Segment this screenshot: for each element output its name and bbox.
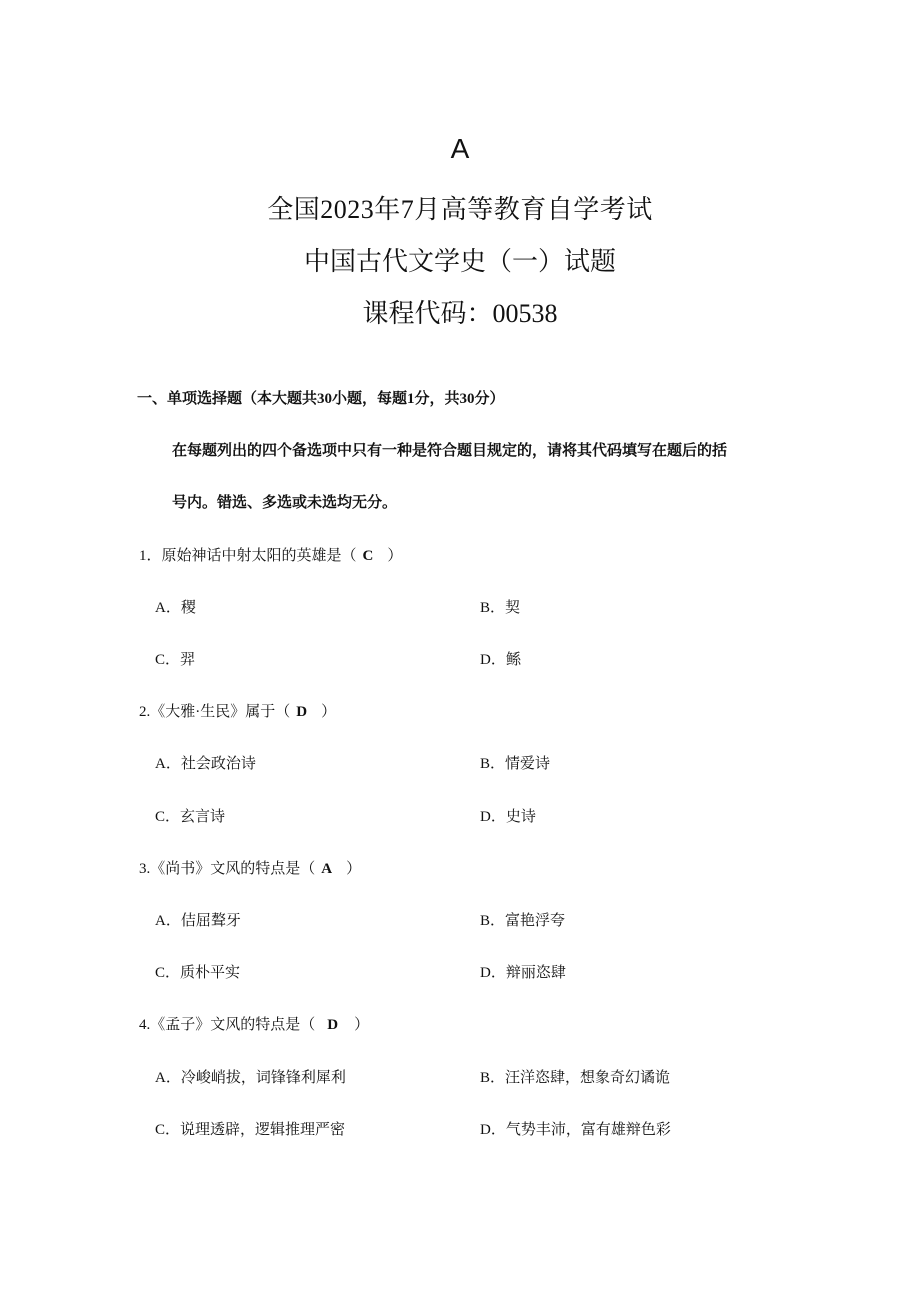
- option-d: D．史诗: [480, 809, 536, 825]
- question-stem: 4.《孟子》文风的特点是（: [139, 1017, 316, 1033]
- close-paren: ）: [387, 548, 403, 564]
- question-4: [139, 1014, 369, 1036]
- close-paren: ）: [354, 1017, 370, 1033]
- question-stem: 1．原始神话中射太阳的英雄是（: [139, 548, 357, 564]
- section-heading: 一、单项选择题（本大题共30小题，每题1分，共30分）: [137, 391, 505, 407]
- question-stem: 2.《大雅·生民》属于（: [139, 704, 291, 720]
- answer-mark: C: [362, 548, 374, 564]
- option-c: C．说理透辟，逻辑推理严密: [155, 1122, 346, 1138]
- option-c: C．质朴平实: [155, 965, 241, 981]
- option-d: D．气势丰沛，富有雄辩色彩: [480, 1122, 671, 1138]
- option-b: B．情爱诗: [480, 756, 551, 772]
- question-stem: 3.《尚书》文风的特点是（: [139, 861, 316, 877]
- option-c: C．玄言诗: [155, 809, 226, 825]
- paper-version-label: A: [450, 133, 470, 164]
- option-a: A．佶屈聱牙: [155, 913, 241, 929]
- option-d: D．鲧: [480, 652, 521, 668]
- option-b: B．富艳浮夸: [480, 913, 566, 929]
- option-b: B．契: [480, 600, 521, 616]
- exam-title: 全国2023年7月高等教育自学考试: [267, 195, 653, 224]
- close-paren: ）: [346, 861, 362, 877]
- option-c: C．羿: [155, 652, 196, 668]
- section-instruction-line1: 在每题列出的四个备选项中只有一种是符合题目规定的，请将其代码填写在题后的括: [172, 443, 728, 459]
- option-a: A．社会政治诗: [155, 756, 256, 772]
- option-a: A．稷: [155, 600, 196, 616]
- question-2: [139, 701, 336, 723]
- answer-mark: D: [327, 1017, 339, 1033]
- answer-mark: A: [321, 861, 333, 877]
- option-b: B．汪洋恣肆，想象奇幻谲诡: [480, 1070, 671, 1086]
- question-3: [139, 858, 361, 880]
- option-d: D．辩丽恣肆: [480, 965, 566, 981]
- option-a: A．冷峻峭拔，词锋锋利犀利: [155, 1070, 346, 1086]
- question-1: [139, 545, 402, 567]
- close-paren: ）: [321, 704, 337, 720]
- section-instruction-line2: 号内。错选、多选或未选均无分。: [172, 495, 398, 511]
- answer-mark: D: [296, 704, 308, 720]
- course-code: 课程代码：00538: [362, 299, 558, 328]
- course-title: 中国古代文学史（一）试题: [303, 247, 616, 276]
